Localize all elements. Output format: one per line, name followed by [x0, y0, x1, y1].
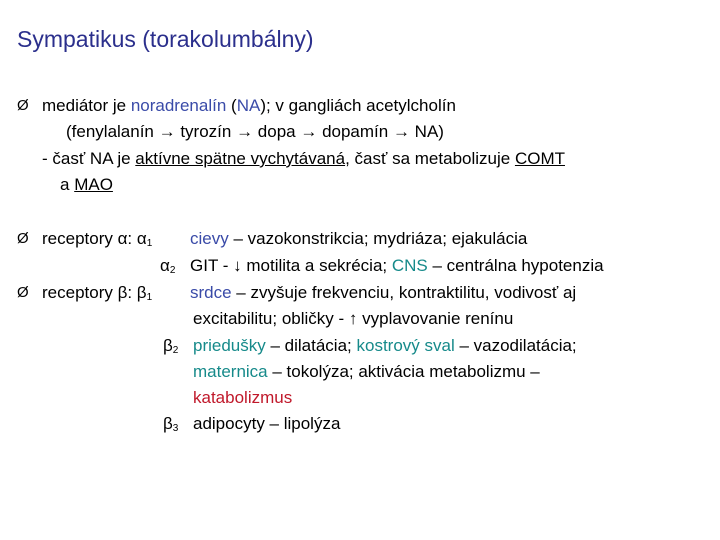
na-term: NA — [236, 96, 261, 115]
mediator-line-3: - časť NA je aktívne spätne vychytávaná, časť sa metabolizuje COMT — [42, 149, 565, 168]
mediator-line-2: (fenylalanín → tyrozín → dopa → dopamín → NA) — [66, 122, 444, 141]
alpha2-symbol: $\alpha_2$ — [160, 256, 176, 276]
reuptake-term: aktívne spätne vychytávaná — [135, 149, 346, 168]
beta2-effects-line-3 — [193, 388, 292, 408]
slide-title: Sympatikus (torakolumbálny) — [17, 26, 314, 52]
alpha1-effects: cievy – vazokonstrikcia; mydriáza; ejakulácia — [190, 229, 528, 248]
mediator-line-4: a MAO — [60, 175, 113, 194]
beta2-effects-line-2: maternica – tokolýza; aktivácia metabolizmu – — [193, 362, 540, 381]
katabolizmus-term: katabolizmus — [193, 388, 293, 407]
beta2-symbol: $\beta_2$ — [163, 336, 179, 356]
priedusky-term: priedušky — [193, 336, 266, 355]
mediator-line-1: mediátor je noradrenalín (NA); v gangliách acetylcholín — [42, 96, 456, 115]
bullet-arrow-icon: Ø — [17, 284, 29, 301]
bullet-arrow-icon: Ø — [17, 230, 29, 247]
alpha2-effects: GIT - ↓ motilita a sekrécia; CNS – centrálna hypotenzia — [190, 256, 604, 275]
alpha-receptors-label: receptory α: $\alpha_1$ — [42, 229, 153, 249]
beta1-effects-line-1: srdce – zvyšuje frekvenciu, kontraktilitu, vodivosť aj — [190, 283, 577, 302]
srdce-term: srdce — [190, 283, 232, 302]
beta3-effects: adipocyty – lipolýza — [193, 414, 341, 433]
bullet-arrow-icon: Ø — [17, 97, 29, 114]
maternica-term: maternica — [193, 362, 268, 381]
cievy-term: cievy — [190, 229, 229, 248]
kostrovy-sval-term: kostrový sval — [356, 336, 455, 355]
comt-term: COMT — [514, 149, 565, 168]
noradrenalin-term: noradrenalín — [130, 96, 227, 115]
beta-receptors-label: receptory β: $\beta_1$ — [42, 283, 153, 303]
beta2-effects-line-1: priedušky – dilatácia; kostrový sval – vazodilatácia; — [193, 336, 577, 355]
beta3-symbol: $\beta_3$ — [163, 414, 179, 434]
cns-term: CNS — [391, 256, 428, 275]
beta1-effects-line-2: excitabilitu; obličky - ↑ vyplavovanie renínu — [193, 309, 514, 328]
mao-term: MAO — [74, 175, 113, 194]
